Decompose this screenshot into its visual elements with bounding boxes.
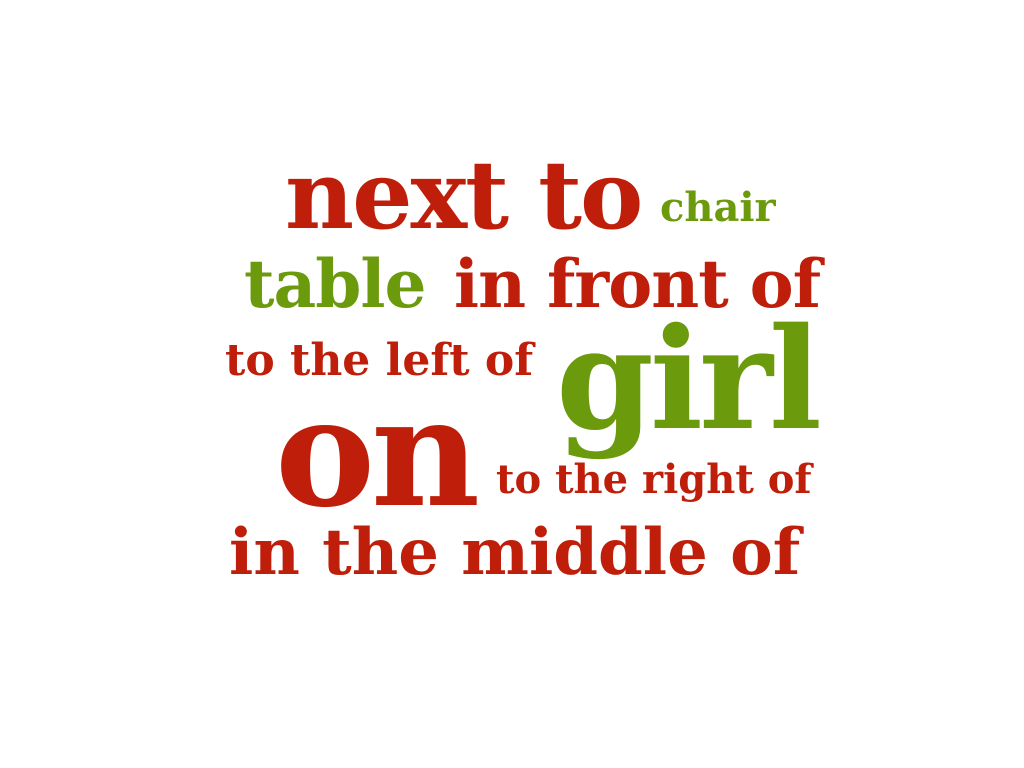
word-to-the-left-of: to the left of xyxy=(225,335,534,386)
word-next-to: next to xyxy=(285,140,642,251)
word-on: on xyxy=(275,365,477,541)
word-to-the-right-of: to the right of xyxy=(496,456,812,503)
word-chair: chair xyxy=(660,184,776,231)
word-girl: girl xyxy=(556,298,819,462)
word-in-the-middle-of: in the middle of xyxy=(229,515,801,590)
word-table: table xyxy=(244,245,426,323)
word-in-front-of: in front of xyxy=(454,245,821,323)
